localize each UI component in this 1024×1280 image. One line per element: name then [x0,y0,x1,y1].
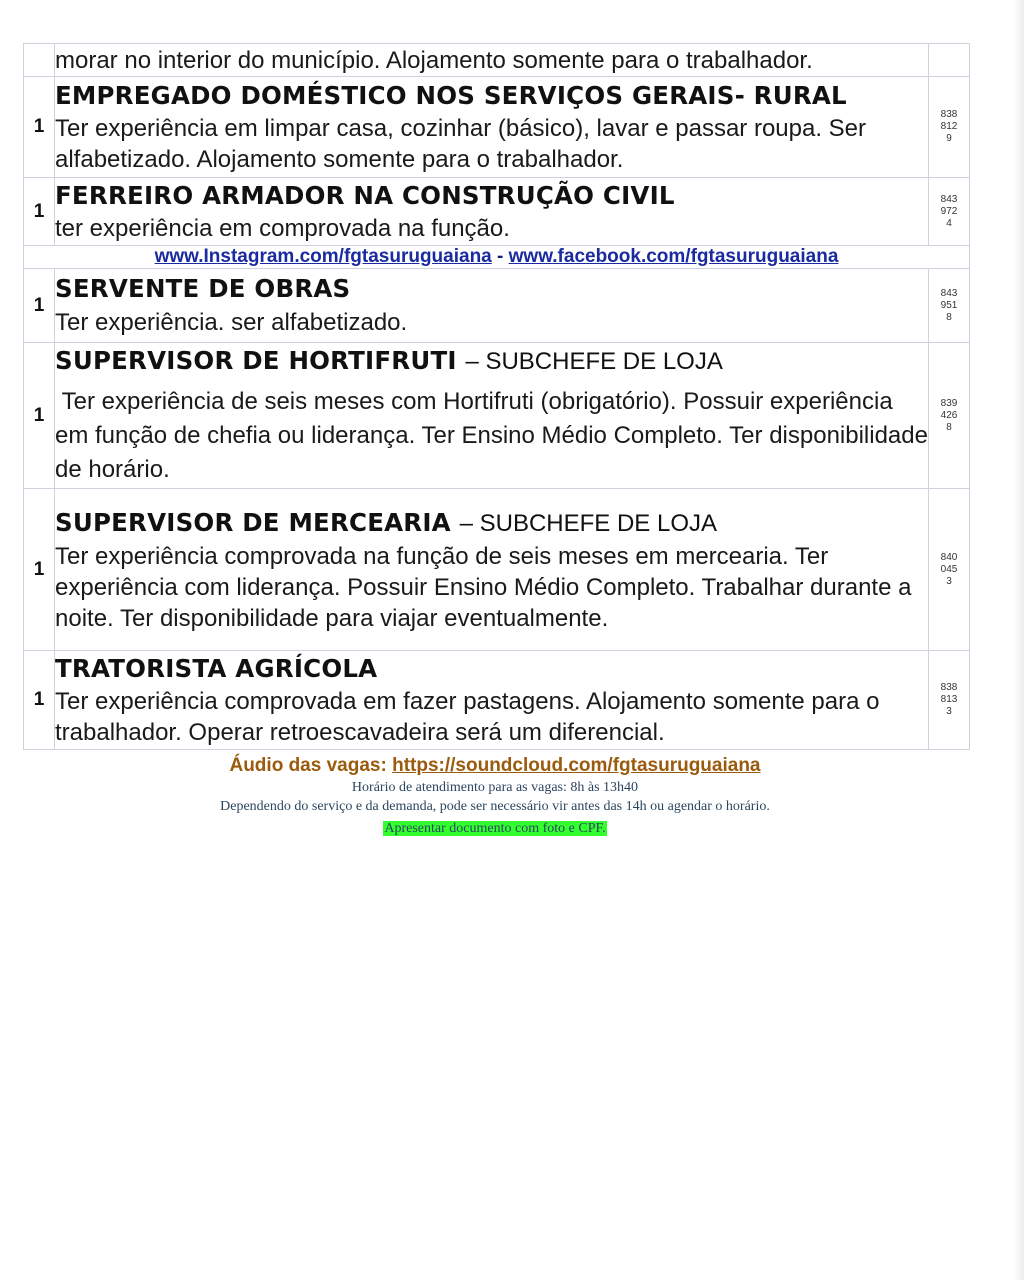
audio-line [0,755,990,777]
job-title: SUPERVISOR DE MERCEARIA – SUBCHEFE DE LOJA [55,507,717,537]
job-description: Ter experiência comprovada em fazer pastagens. Alojamento somente para o trabalhador. Operar retroescavadeira será um diferencial. [55,688,880,746]
job-qty: 1 [24,651,55,750]
soundcloud-link[interactable]: https://soundcloud.com/fgtasuruguaiana [392,755,761,776]
job-title: TRATORISTA AGRÍCOLA [55,654,378,683]
job-code: 843 972 4 [929,178,970,246]
qty-cell [24,44,55,77]
desc-cell [55,178,929,246]
page-edge-shadow [1014,0,1024,1280]
job-code: 838 812 9 [929,77,970,178]
job-title: EMPREGADO DOMÉSTICO NOS SERVIÇOS GERAIS- RURAL [55,81,847,110]
job-description: Ter experiência. ser alfabetizado. [55,308,408,336]
audio-label: Áudio das vagas: [229,755,393,776]
job-qty: 1 [24,343,55,489]
job-description: Ter experiência em limpar casa, cozinhar (básico), lavar e passar roupa. Ser alfabetizado. Alojamento somente para o trabalhador. [55,115,867,173]
job-table [23,43,970,750]
desc-cell [55,44,929,77]
table-row-job [24,343,970,489]
desc-cell [55,489,929,651]
job-description: Ter experiência comprovada na função de seis meses em mercearia. Ter experiência com liderança. Possuir Ensino Médio Completo. Trabalhar durante a noite. Ter disponibilidade para viajar eventualmente. [55,542,912,632]
job-subtitle: – SUBCHEFE DE LOJA [465,348,723,375]
job-qty: 1 [24,269,55,343]
table-row-partial [24,44,970,77]
table-row-job [24,489,970,651]
job-subtitle: – SUBCHEFE DE LOJA [459,509,717,537]
table-row-job [24,269,970,343]
facebook-link[interactable]: www.facebook.com/fgtasuruguaiana [508,246,839,267]
job-title: SUPERVISOR DE HORTIFRUTI – SUBCHEFE DE LOJA [55,346,723,375]
desc-cell [55,651,929,750]
job-code: 839 426 8 [929,343,970,489]
job-qty: 1 [24,77,55,178]
job-description: morar no interior do município. Alojamento somente para o trabalhador. [55,46,813,74]
table-row-job [24,77,970,178]
job-title: SERVENTE DE OBRAS [55,273,351,303]
desc-cell [55,269,929,343]
service-hours: Horário de atendimento para as vagas: 8h às 13h40 [351,780,639,795]
job-code: 843 951 8 [929,269,970,343]
document-note [0,819,990,837]
table-row-job [24,651,970,750]
social-links [24,246,970,269]
instagram-link[interactable]: www.Instagram.com/fgtasuruguaiana [154,246,492,267]
document-highlight: Apresentar documento com foto e CPF. [384,821,606,836]
desc-cell [55,343,935,489]
job-qty: 1 [24,489,55,651]
social-links-row [24,246,970,269]
link-separator: - [491,246,509,267]
job-code: 838 813 3 [929,651,970,750]
desc-cell [55,77,929,178]
job-description: ter experiência em comprovada na função. [55,215,510,242]
demand-note: Dependendo do serviço e da demanda, pode ser necessário vir antes das 14h ou agendar o horário. [220,799,770,814]
table-row-job [24,178,970,246]
job-code: 840 045 3 [929,489,970,651]
job-qty: 1 [24,178,55,246]
code-cell [929,44,970,77]
job-title: FERREIRO ARMADOR NA CONSTRUÇÃO CIVIL [55,181,675,210]
job-description: Ter experiência de seis meses com Hortifruti (obrigatório). Possuir experiência em função de chefia ou liderança. Ter Ensino Médio Completo. Ter disponibilidade de horário. [55,388,935,483]
